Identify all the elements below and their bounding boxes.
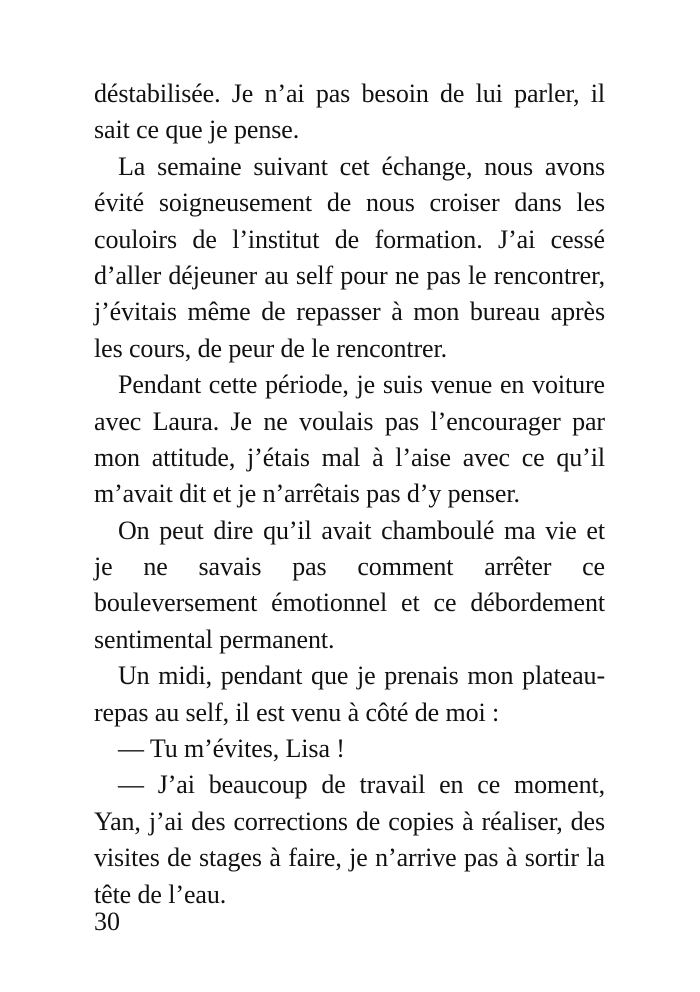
text-line: Yan, j’ai des corrections de copies à réaliser, des <box>94 806 605 836</box>
page-number: 30 <box>94 907 120 936</box>
text-line: sait ce que je pense. <box>94 115 300 145</box>
text-line: je ne savais pas comment arrêter ce <box>94 552 605 582</box>
text-line: — J’ai beaucoup de travail en ce moment, <box>118 770 605 800</box>
text-line: Un midi, pendant que je prenais mon plateau- <box>118 661 605 691</box>
text-line: On peut dire qu’il avait chamboulé ma vie et <box>118 515 605 545</box>
book-page-body <box>94 76 605 913</box>
text-line: Pendant cette période, je suis venue en voiture <box>118 370 605 400</box>
text-line: couloirs de l’institut de formation. J’ai cessé <box>94 224 605 254</box>
text-line: sentimental permanent. <box>94 624 335 654</box>
text-line: m’avait dit et je n’arrêtais pas d’y penser. <box>94 479 520 509</box>
text-line: les cours, de peur de le rencontrer. <box>94 333 448 363</box>
text-line: La semaine suivant cet échange, nous avons <box>118 151 605 181</box>
text-line: d’aller déjeuner au self pour ne pas le rencontrer, <box>94 260 605 290</box>
text-line: repas au self, il est venu à côté de moi : <box>94 697 500 727</box>
text-line: avec Laura. Je ne voulais pas l’encourager par <box>94 406 605 436</box>
text-line: visites de stages à faire, je n’arrive pas à sortir la <box>94 843 605 873</box>
text-line: évité soigneusement de nous croiser dans les <box>94 188 605 218</box>
text-line: — Tu m’évites, Lisa ! <box>118 734 345 764</box>
text-line: tête de l’eau. <box>94 879 227 909</box>
text-line: j’évitais même de repasser à mon bureau après <box>94 297 605 327</box>
text-line: déstabilisée. Je n’ai pas besoin de lui parler, il <box>94 79 605 108</box>
text-line: bouleversement émotionnel et ce débordement <box>94 588 605 618</box>
text-line: mon attitude, j’étais mal à l’aise avec ce qu’il <box>94 442 605 472</box>
